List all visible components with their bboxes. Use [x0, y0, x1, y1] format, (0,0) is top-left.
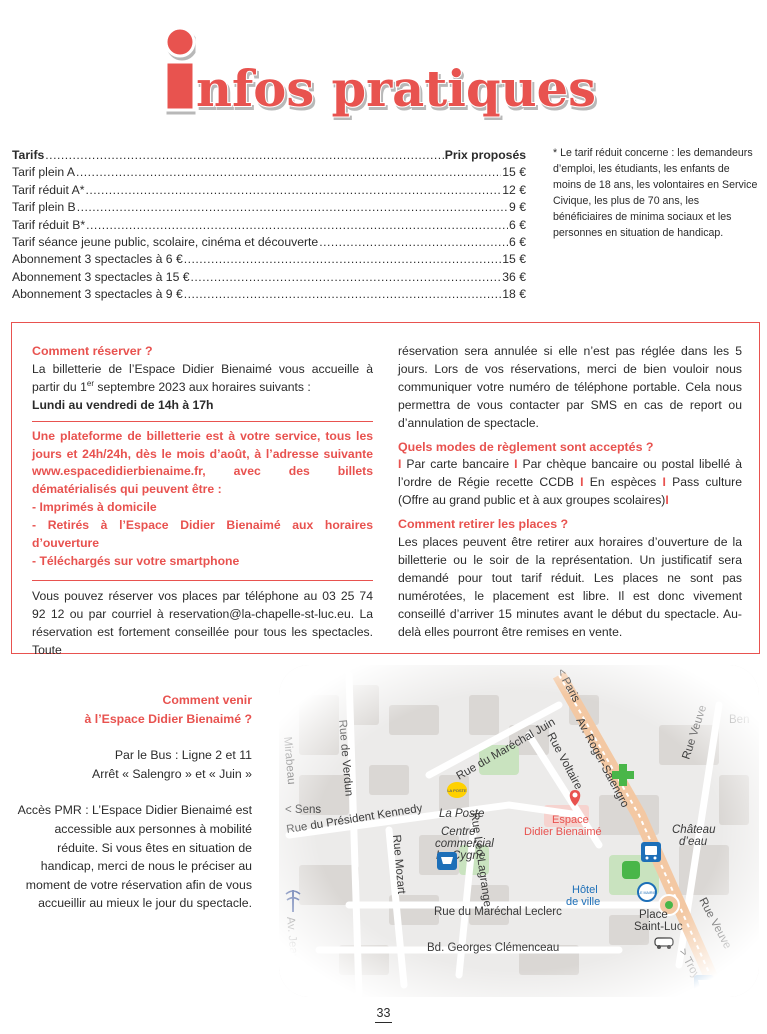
payment-item: Pass culture (Offre au grand public et à aux groupes scolaires): [398, 475, 743, 508]
tarifs-header: [12, 147, 526, 164]
tarif-row: [12, 182, 526, 199]
tarif-row: [12, 234, 526, 251]
access-heading-line2: à l’Espace Didier Bienaimé ?: [84, 711, 252, 726]
tarif-price: 15 €: [502, 165, 526, 180]
tarif-price: 15 €: [502, 252, 526, 267]
page-number: [0, 1006, 767, 1023]
tarif-price: 6 €: [509, 217, 526, 232]
payment-item: En espèces: [589, 475, 657, 490]
reserve-heading: Comment réserver ?: [32, 344, 153, 358]
tarif-label: Tarif réduit B*: [12, 217, 86, 232]
access-info: [12, 691, 252, 913]
ticketing-platform-text: Une plateforme de billetterie est à votre service, tous les jours et 24h/24h, dès le mois d’août, à l’adresse suivante www.espacedidierbienaime.fr, avec des billets dématérialisés qui peuvent être :: [32, 428, 373, 497]
leader-dots: [184, 251, 502, 268]
tarif-label: Tarif séance jeune public, scolaire, cinéma et découverte: [12, 235, 319, 250]
phone-reservation-text: Vous pouvez réserver vos places par téléphone au 03 25 74 92 12 ou par courriel à reservation@la-chapelle-st-luc.eu. La réservation est fortement conseillée pour tous les spectacles. Toute: [32, 588, 373, 657]
tarif-row: [12, 251, 526, 268]
tarif-price: 9 €: [509, 200, 526, 215]
title-i-stem: [166, 62, 194, 110]
tarif-price: 6 €: [509, 235, 526, 250]
opening-hours: Lundi au vendredi de 14h à 17h: [32, 397, 214, 412]
leader-dots: [77, 199, 508, 216]
reservation-box: [11, 322, 760, 657]
pmr-access-text: Accès PMR : L’Espace Didier Bienaimé est accessible aux personnes à mobilité réduite. Si vous êtes en situation de handicap, merci de nous le préciser au moment de votre réservation afin de vous accueillir au mieux le jour du spectacle.: [17, 803, 252, 911]
tarifs-header-label: Tarifs: [12, 148, 45, 162]
tarif-label: Tarif plein A: [12, 165, 76, 180]
title-text: nfos pratiques: [196, 59, 596, 118]
tarif-price: 12 €: [502, 182, 526, 197]
payment-methods: I Par carte bancaire I Par chèque bancaire ou postal libellé à l’ordre de Régie recette CCDB I En espèces I Pass culture (Offre au grand public et à aux groupes scolaires)I: [398, 457, 743, 508]
title-i-dot: [166, 28, 194, 56]
tarifs-table: [12, 147, 526, 304]
page-title: [158, 20, 618, 120]
access-heading: Comment venir: [162, 693, 252, 707]
tarif-label: Tarif réduit A*: [12, 182, 85, 197]
divider: [32, 421, 373, 422]
tarif-row: [12, 286, 526, 303]
pickup-text: Les places peuvent être retirer aux horaires d’ouverture de la billetterie ou le soir de la représentation. Un justificatif sera demandé pour tout tarif réduit. Les places ne sont pas numérotées, le placement est libre. Il est donc vivement conseillé d’arriver 15 minutes avant le début du spectacle. Au-delà elles pourront être remises en vente.: [398, 535, 742, 639]
phone-reservation-text-continued: réservation sera annulée si elle n’est pas réglée dans les 5 jours. Lors de vos réservations, merci de bien vouloir nous communiquer votre numéro de téléphone portable. Cela nous permettra de vous contacter par SMS en cas de report ou d’annulation de spectacle.: [398, 344, 742, 430]
tarif-price: 36 €: [502, 269, 526, 284]
tarif-price: 18 €: [502, 287, 526, 302]
reservation-right-column: [398, 343, 742, 642]
tarifs-header-value: Prix proposés: [444, 148, 526, 162]
platform-item: - Retirés à l’Espace Didier Bienaimé aux horaires d’ouverture: [32, 518, 373, 551]
leader-dots: [319, 234, 508, 251]
bus-stops: Arrêt « Salengro » et « Juin »: [92, 766, 252, 781]
divider: [32, 580, 373, 581]
tarif-row: [12, 199, 526, 216]
page-number-text: 33: [375, 1006, 393, 1023]
tarif-label: Tarif plein B: [12, 200, 76, 215]
payment-item: Par chèque bancaire ou postal libellé à l’ordre de Régie recette CCDB: [398, 457, 742, 490]
bus-lines: Par le Bus : Ligne 2 et 11: [114, 748, 252, 763]
leader-dots: [184, 286, 502, 303]
payment-heading: Quels modes de règlement sont acceptés ?: [398, 439, 654, 454]
reserve-intro-text-end: septembre 2023 aux horaires suivants :: [94, 379, 311, 394]
leader-dots: [76, 164, 501, 181]
platform-item: - Téléchargés sur votre smartphone: [32, 553, 240, 568]
reserve-intro-sup: er: [86, 378, 94, 388]
leader-dots: [86, 217, 508, 234]
reservation-left-column: [32, 343, 373, 660]
tarif-label: Abonnement 3 spectacles à 6 €: [12, 252, 183, 267]
leader-dots: [45, 147, 443, 164]
reserve-intro-text: La billetterie de l’Espace Didier Bienaimé vous accueille à partir du 1: [32, 361, 373, 394]
reduced-rate-note: * Le tarif réduit concerne : les demandeurs d’emploi, les étudiants, les enfants de moins de 18 ans, les volontaires en Service Civique, les plus de 70 ans, les bénéficiaires de minima sociaux et les personnes en situation de handicap.: [553, 147, 758, 239]
tarif-row: [12, 164, 526, 181]
tarif-label: Abonnement 3 spectacles à 9 €: [12, 287, 183, 302]
leader-dots: [191, 269, 502, 286]
pickup-heading: Comment retirer les places ?: [398, 517, 569, 532]
reserve-intro: [32, 361, 373, 397]
tarif-label: Abonnement 3 spectacles à 15 €: [12, 269, 190, 284]
leader-dots: [85, 182, 501, 199]
location-map: [279, 665, 759, 997]
tarif-row: [12, 217, 526, 234]
payment-item: Par carte bancaire: [406, 457, 510, 472]
tarif-row: [12, 269, 526, 286]
platform-item: - Imprimés à domicile: [32, 500, 157, 515]
